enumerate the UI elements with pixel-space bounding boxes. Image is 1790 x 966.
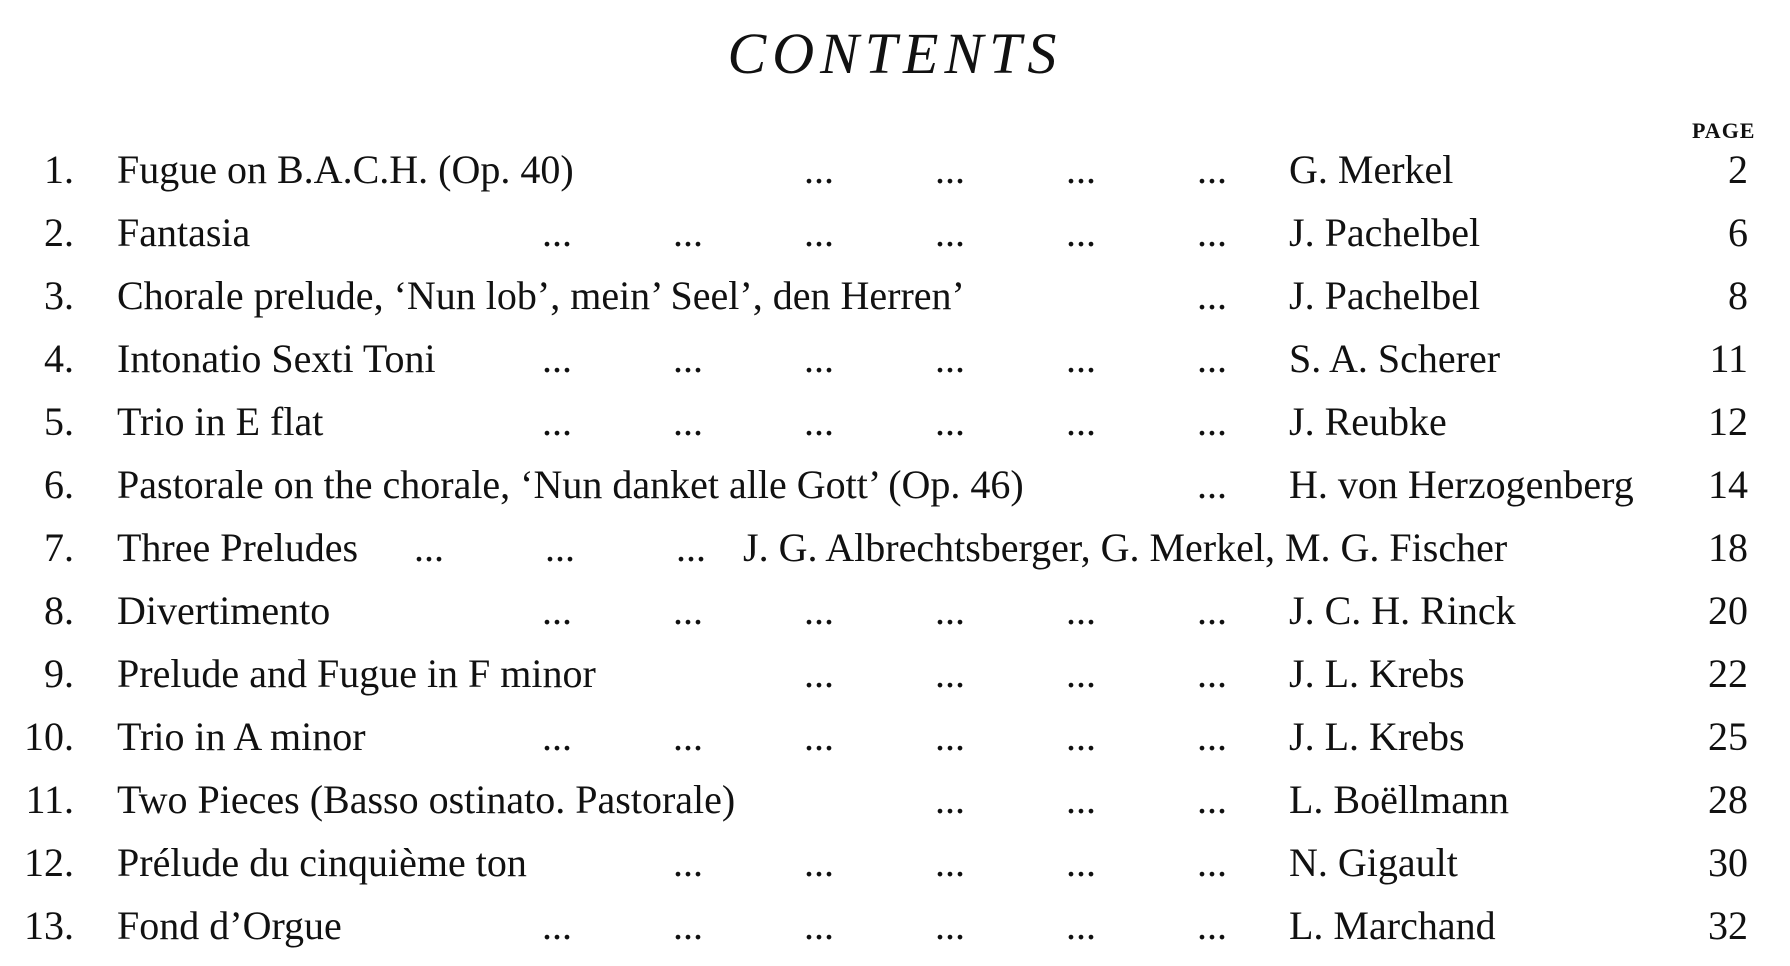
leader-dots: ... bbox=[1197, 777, 1227, 822]
leader-dots: ... bbox=[673, 714, 703, 759]
leader-dots: ... bbox=[935, 399, 965, 444]
entry-page-number: 6 bbox=[1728, 210, 1748, 255]
entry-composer: S. A. Scherer bbox=[1289, 336, 1501, 381]
toc-row bbox=[0, 390, 1790, 454]
leader-dots: ... bbox=[935, 840, 965, 885]
leader-dots: ... bbox=[1066, 777, 1096, 822]
leader-dots: ... bbox=[1197, 336, 1227, 381]
leader-dots: ... bbox=[1066, 840, 1096, 885]
toc-row bbox=[0, 201, 1790, 265]
leader-dots: ... bbox=[542, 399, 572, 444]
leader-dots: ... bbox=[804, 651, 834, 696]
entry-page-number: 11 bbox=[1709, 336, 1748, 381]
entry-title: Intonatio Sexti Toni bbox=[117, 336, 436, 381]
leader-dots: ... bbox=[673, 399, 703, 444]
entry-composer: N. Gigault bbox=[1289, 840, 1458, 885]
leader-dots: ... bbox=[935, 651, 965, 696]
toc-row bbox=[0, 516, 1790, 580]
entry-composer: L. Marchand bbox=[1289, 903, 1496, 948]
entry-title: Fugue on B.A.C.H. (Op. 40) bbox=[117, 147, 574, 192]
leader-dots: ... bbox=[673, 840, 703, 885]
entry-title: Trio in E flat bbox=[117, 399, 324, 444]
entry-number: 4. bbox=[44, 336, 74, 381]
entry-number: 12. bbox=[24, 840, 74, 885]
entry-page-number: 12 bbox=[1708, 399, 1748, 444]
entry-number: 3. bbox=[44, 273, 74, 318]
leader-dots: ... bbox=[542, 336, 572, 381]
toc-row bbox=[0, 768, 1790, 832]
leader-dots: ... bbox=[673, 588, 703, 633]
entry-number: 6. bbox=[44, 462, 74, 507]
leader-dots: ... bbox=[935, 336, 965, 381]
leader-dots: ... bbox=[935, 714, 965, 759]
leader-dots: ... bbox=[1197, 651, 1227, 696]
leader-dots: ... bbox=[1197, 462, 1227, 507]
entry-title: Prélude du cinquième ton bbox=[117, 840, 527, 885]
leader-dots: ... bbox=[935, 147, 965, 192]
entry-number: 1. bbox=[44, 147, 74, 192]
entry-composer: J. C. H. Rinck bbox=[1289, 588, 1516, 633]
toc-row bbox=[0, 894, 1790, 958]
entry-page-number: 32 bbox=[1708, 903, 1748, 948]
entry-page-number: 22 bbox=[1708, 651, 1748, 696]
leader-dots: ... bbox=[542, 588, 572, 633]
entry-title: Chorale prelude, ‘Nun lob’, mein’ Seel’, den Herren’ bbox=[117, 273, 965, 318]
entry-composer: J. Pachelbel bbox=[1289, 273, 1481, 318]
entry-number: 11. bbox=[25, 777, 74, 822]
entry-page-number: 20 bbox=[1708, 588, 1748, 633]
leader-dots: ... bbox=[1197, 714, 1227, 759]
leader-dots: ... bbox=[1066, 588, 1096, 633]
page-column-header: PAGE bbox=[1692, 118, 1756, 143]
leader-dots: ... bbox=[1197, 399, 1227, 444]
entry-page-number: 18 bbox=[1708, 525, 1748, 570]
leader-dots: ... bbox=[1197, 147, 1227, 192]
entry-composer: J. L. Krebs bbox=[1289, 714, 1465, 759]
entry-composer: G. Merkel bbox=[1289, 147, 1454, 192]
entry-composer: J. G. Albrechtsberger, G. Merkel, M. G. Fischer bbox=[743, 525, 1508, 570]
leader-dots: ... bbox=[1066, 903, 1096, 948]
entry-number: 13. bbox=[24, 903, 74, 948]
leader-dots: ... bbox=[1066, 147, 1096, 192]
leader-dots: ... bbox=[804, 840, 834, 885]
entry-page-number: 25 bbox=[1708, 714, 1748, 759]
leader-dots: ... bbox=[676, 525, 706, 570]
leader-dots: ... bbox=[804, 336, 834, 381]
entry-composer: J. Pachelbel bbox=[1289, 210, 1481, 255]
toc-row bbox=[0, 327, 1790, 391]
leader-dots: ... bbox=[1197, 210, 1227, 255]
page-title: CONTENTS bbox=[727, 21, 1063, 86]
leader-dots: ... bbox=[673, 210, 703, 255]
entry-title: Pastorale on the chorale, ‘Nun danket alle Gott’ (Op. 46) bbox=[117, 462, 1024, 507]
leader-dots: ... bbox=[935, 210, 965, 255]
entry-number: 8. bbox=[44, 588, 74, 633]
toc-row bbox=[0, 705, 1790, 769]
leader-dots: ... bbox=[1197, 588, 1227, 633]
leader-dots: ... bbox=[804, 399, 834, 444]
entry-number: 9. bbox=[44, 651, 74, 696]
leader-dots: ... bbox=[673, 336, 703, 381]
leader-dots: ... bbox=[1066, 336, 1096, 381]
leader-dots: ... bbox=[542, 210, 572, 255]
leader-dots: ... bbox=[804, 210, 834, 255]
entry-number: 2. bbox=[44, 210, 74, 255]
leader-dots: ... bbox=[1197, 273, 1227, 318]
leader-dots: ... bbox=[545, 525, 575, 570]
entry-number: 5. bbox=[44, 399, 74, 444]
entry-title: Divertimento bbox=[117, 588, 331, 633]
entry-number: 10. bbox=[24, 714, 74, 759]
entry-title: Fond d’Orgue bbox=[117, 903, 342, 948]
toc-row bbox=[0, 138, 1790, 202]
entry-composer: H. von Herzogenberg bbox=[1289, 462, 1634, 507]
entry-composer: J. L. Krebs bbox=[1289, 651, 1465, 696]
leader-dots: ... bbox=[1197, 903, 1227, 948]
entry-title: Fantasia bbox=[117, 210, 251, 255]
leader-dots: ... bbox=[935, 588, 965, 633]
entry-page-number: 8 bbox=[1728, 273, 1748, 318]
leader-dots: ... bbox=[804, 147, 834, 192]
leader-dots: ... bbox=[935, 903, 965, 948]
toc-row bbox=[0, 453, 1790, 517]
leader-dots: ... bbox=[804, 714, 834, 759]
entry-page-number: 2 bbox=[1728, 147, 1748, 192]
leader-dots: ... bbox=[1197, 840, 1227, 885]
entry-composer: J. Reubke bbox=[1289, 399, 1447, 444]
entry-page-number: 28 bbox=[1708, 777, 1748, 822]
entry-composer: L. Boëllmann bbox=[1289, 777, 1509, 822]
entry-title: Trio in A minor bbox=[117, 714, 366, 759]
leader-dots: ... bbox=[1066, 399, 1096, 444]
leader-dots: ... bbox=[1066, 651, 1096, 696]
entry-page-number: 14 bbox=[1708, 462, 1748, 507]
leader-dots: ... bbox=[542, 903, 572, 948]
leader-dots: ... bbox=[935, 777, 965, 822]
leader-dots: ... bbox=[542, 714, 572, 759]
entry-page-number: 30 bbox=[1708, 840, 1748, 885]
leader-dots: ... bbox=[1066, 714, 1096, 759]
toc-row bbox=[0, 264, 1790, 328]
entry-title: Three Preludes bbox=[117, 525, 359, 570]
entry-number: 7. bbox=[44, 525, 74, 570]
leader-dots: ... bbox=[804, 588, 834, 633]
toc-row bbox=[0, 642, 1790, 706]
toc-row bbox=[0, 579, 1790, 643]
leader-dots: ... bbox=[1066, 210, 1096, 255]
leader-dots: ... bbox=[804, 903, 834, 948]
leader-dots: ... bbox=[673, 903, 703, 948]
leader-dots: ... bbox=[414, 525, 444, 570]
entry-title: Prelude and Fugue in F minor bbox=[117, 651, 596, 696]
toc-row bbox=[0, 831, 1790, 895]
entry-title: Two Pieces (Basso ostinato. Pastorale) bbox=[117, 777, 736, 822]
